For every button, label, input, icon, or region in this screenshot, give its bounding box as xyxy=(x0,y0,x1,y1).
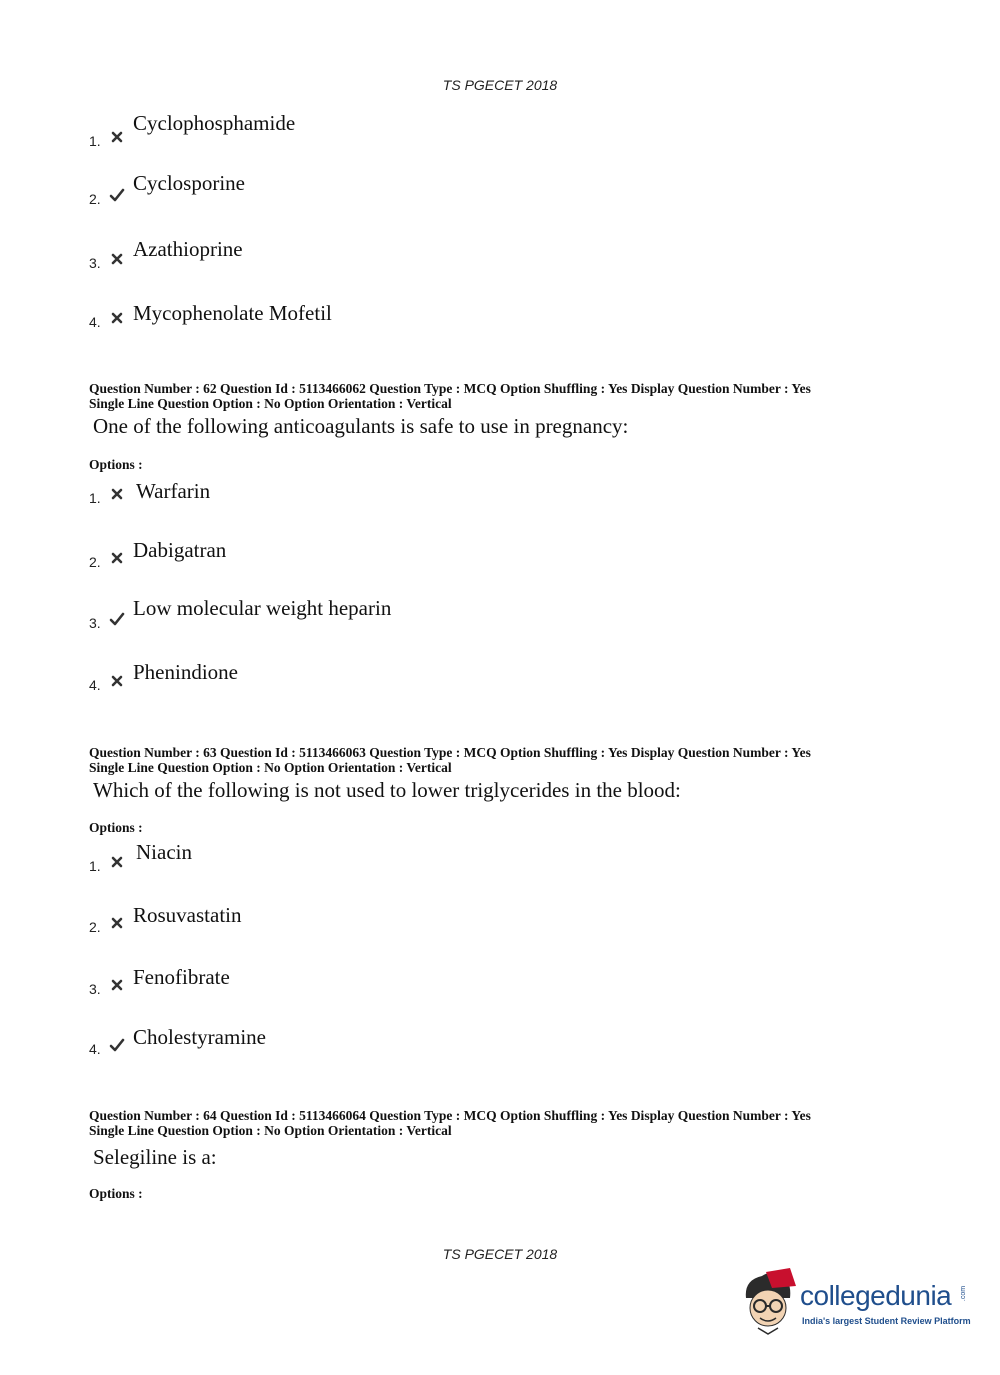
option-item xyxy=(89,237,789,277)
option-number: 2. xyxy=(89,919,101,935)
collegedunia-logo[interactable] xyxy=(740,1268,980,1340)
cross-icon xyxy=(109,673,125,689)
options-label: Options : xyxy=(89,1186,143,1201)
question-text: Which of the following is not used to lower triglycerides in the blood: xyxy=(93,778,681,802)
option-text: Phenindione xyxy=(133,660,238,684)
option-number: 2. xyxy=(89,554,101,570)
logo-tagline: India's largest Student Review Platform xyxy=(802,1316,971,1326)
option-number: 1. xyxy=(89,490,101,506)
option-item xyxy=(89,965,789,1005)
logo-dotcom: .com xyxy=(960,1285,968,1302)
option-item xyxy=(89,538,789,578)
option-number: 3. xyxy=(89,255,101,271)
check-icon xyxy=(109,187,125,203)
page-footer-title: TS PGECET 2018 xyxy=(442,1246,558,1262)
question-meta-line1: Question Number : 64 Question Id : 5113466064 Question Type : MCQ Option Shuffling : Yes Display Question Number : Yes xyxy=(89,1108,811,1123)
option-item xyxy=(89,171,789,211)
option-number: 4. xyxy=(89,1041,101,1057)
option-text: Low molecular weight heparin xyxy=(133,596,392,620)
option-text: Rosuvastatin xyxy=(133,903,242,927)
option-number: 1. xyxy=(89,133,101,149)
logo-brand-text: collegedunia xyxy=(800,1280,952,1311)
option-text: Warfarin xyxy=(136,479,211,503)
option-item xyxy=(89,840,789,880)
options-label: Options : xyxy=(89,820,143,835)
option-item xyxy=(89,1025,789,1065)
page-header-title: TS PGECET 2018 xyxy=(442,77,558,93)
option-item xyxy=(89,479,789,519)
option-number: 4. xyxy=(89,314,101,330)
option-number: 2. xyxy=(89,191,101,207)
cross-icon xyxy=(109,915,125,931)
question-text: One of the following anticoagulants is safe to use in pregnancy: xyxy=(93,414,629,438)
option-number: 1. xyxy=(89,858,101,874)
question-meta xyxy=(89,745,909,775)
option-item xyxy=(89,596,789,636)
question-text: Selegiline is a: xyxy=(93,1145,217,1169)
cross-icon xyxy=(109,129,125,145)
option-text: Niacin xyxy=(136,840,192,864)
option-text: Dabigatran xyxy=(133,538,227,562)
cross-icon xyxy=(109,977,125,993)
question-meta-line2: Single Line Question Option : No Option Orientation : Vertical xyxy=(89,760,452,775)
check-icon xyxy=(109,611,125,627)
cross-icon xyxy=(109,854,125,870)
question-meta-line1: Question Number : 62 Question Id : 5113466062 Question Type : MCQ Option Shuffling : Yes Display Question Number : Yes xyxy=(89,381,811,396)
question-meta-line2: Single Line Question Option : No Option Orientation : Vertical xyxy=(89,396,452,411)
question-meta-line1: Question Number : 63 Question Id : 5113466063 Question Type : MCQ Option Shuffling : Yes Display Question Number : Yes xyxy=(89,745,811,760)
option-text: Cyclophosphamide xyxy=(133,111,296,135)
option-item xyxy=(89,301,789,341)
question-meta xyxy=(89,1108,909,1138)
check-icon xyxy=(109,1037,125,1053)
question-meta xyxy=(89,381,909,411)
option-text: Cholestyramine xyxy=(133,1025,266,1049)
cross-icon xyxy=(109,310,125,326)
option-text: Fenofibrate xyxy=(133,965,230,989)
option-number: 4. xyxy=(89,677,101,693)
option-item xyxy=(89,660,789,700)
option-text: Azathioprine xyxy=(133,237,243,261)
cross-icon xyxy=(109,251,125,267)
cross-icon xyxy=(109,486,125,502)
option-text: Mycophenolate Mofetil xyxy=(133,301,332,325)
question-meta-line2: Single Line Question Option : No Option Orientation : Vertical xyxy=(89,1123,452,1138)
option-item xyxy=(89,111,789,151)
mascot-icon xyxy=(740,1268,800,1340)
option-number: 3. xyxy=(89,981,101,997)
cross-icon xyxy=(109,550,125,566)
options-label: Options : xyxy=(89,457,143,472)
option-text: Cyclosporine xyxy=(133,171,245,195)
option-item xyxy=(89,903,789,943)
option-number: 3. xyxy=(89,615,101,631)
